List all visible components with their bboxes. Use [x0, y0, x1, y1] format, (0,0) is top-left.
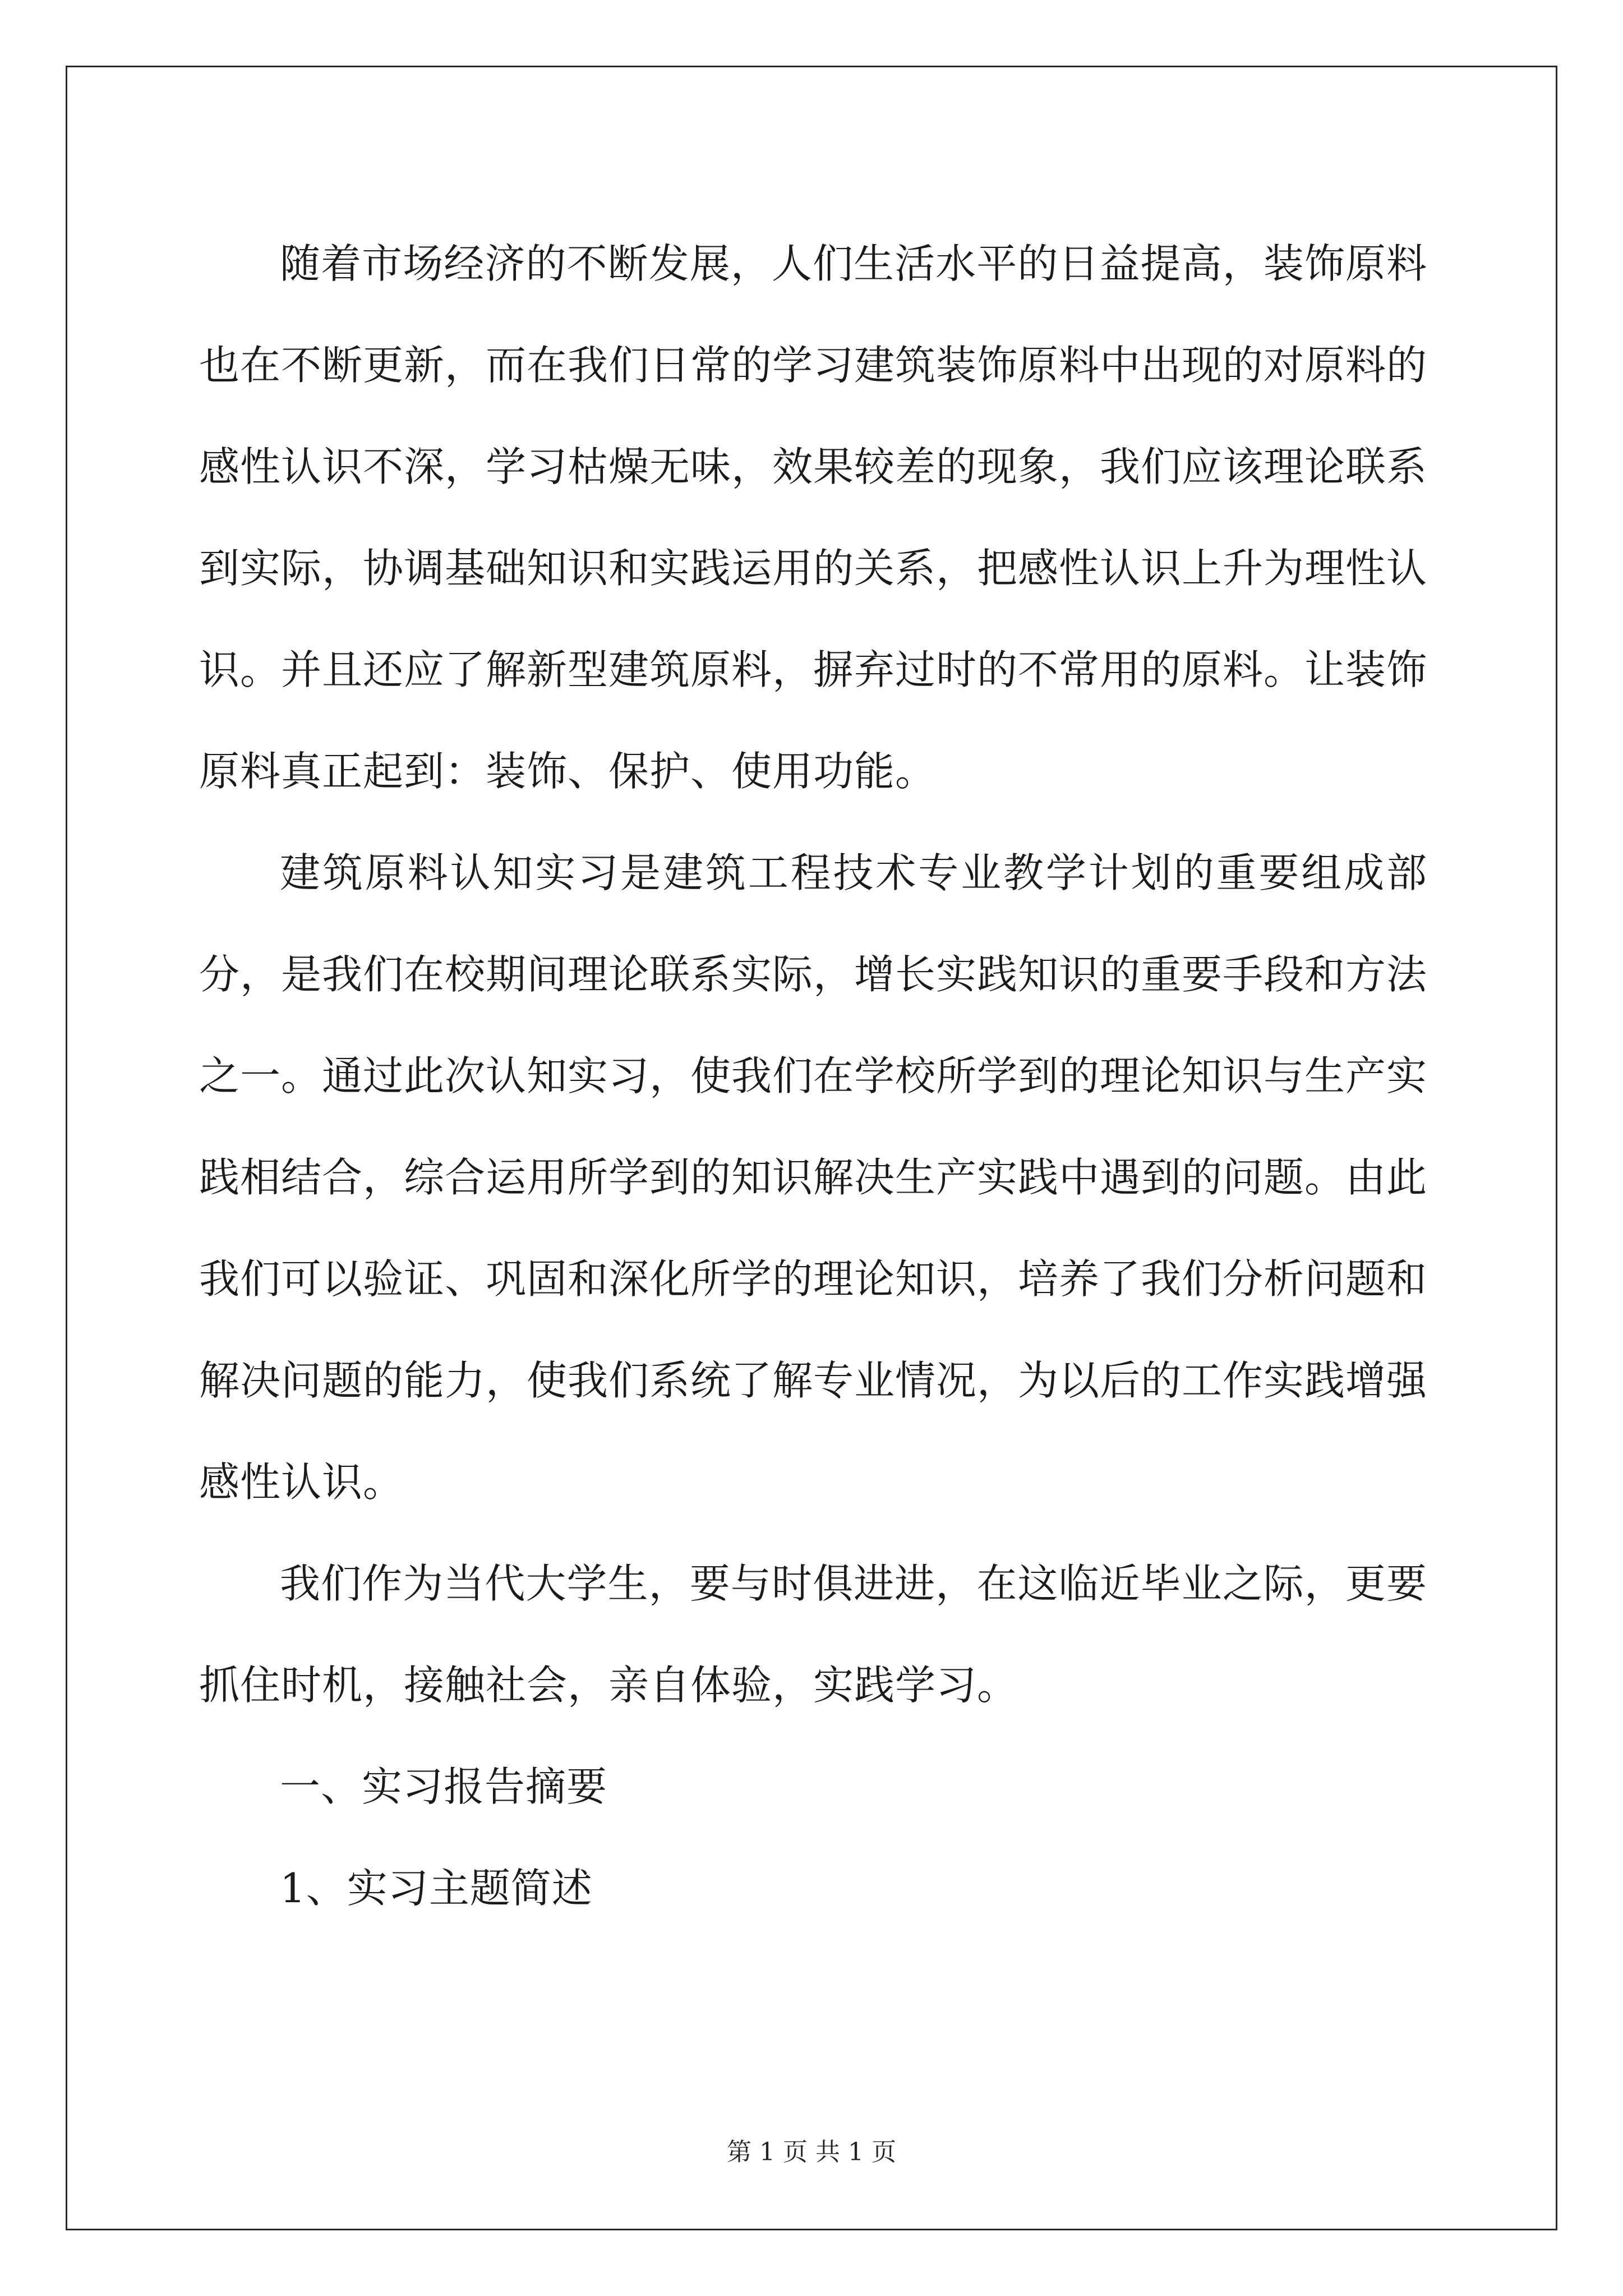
paragraph-intro: 随着市场经济的不断发展，人们生活水平的日益提高，装饰原料也在不断更新，而在我们日常的学习建筑装饰原料中出现的对原料的感性认识不深，学习枯燥无味，效果较差的现象，我们应该理论联系到实际，协调基础知识和实践运用的关系，把感性认识上升为理性认识。并且还应了解新型建筑原料，摒弃过时的不常用的原料。让装饰原料真正起到：装饰、保护、使用功能。 — [199, 240, 1428, 795]
page-number-footer: 第 1 页 共 1 页 — [727, 2138, 896, 2166]
paragraph-internship-purpose: 建筑原料认知实习是建筑工程技术专业教学计划的重要组成部分，是我们在校期间理论联系实际，增长实践知识的重要手段和方法之一。通过此次认知实习，使我们在学校所学到的理论知识与生产实践相结合，综合运用所学到的知识解决生产实践中遇到的问题。由此我们可以验证、巩固和深化所学的理论知识，培养了我们分析问题和解决问题的能力，使我们系统了解专业情况，为以后的工作实践增强感性认识。 — [199, 849, 1428, 1506]
document-body — [199, 213, 1427, 1939]
paragraph-student-attitude: 我们作为当代大学生，要与时俱进进，在这临近毕业之际，更要抓住时机，接触社会，亲自体验，实践学习。 — [199, 1560, 1427, 1709]
section-heading-summary: 一、实习报告摘要 — [280, 1763, 608, 1810]
subsection-heading-theme: 1、实习主题简述 — [280, 1865, 593, 1912]
